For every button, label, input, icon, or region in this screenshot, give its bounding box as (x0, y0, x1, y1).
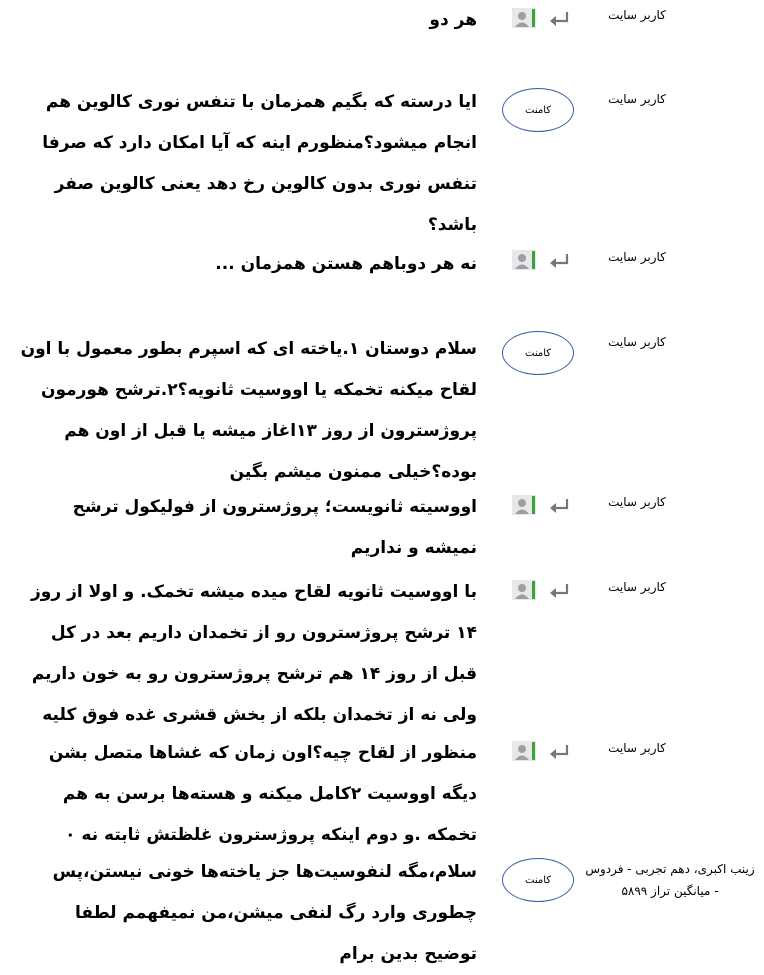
reply-indicator[interactable] (512, 741, 572, 763)
user-avatar-icon (512, 8, 536, 28)
author-name: کاربر سایت (608, 92, 666, 106)
author-score-line: - میانگین تراز ۵۸۹۹ (621, 884, 719, 898)
comment-text: سلام،مگه لنفوسیت‌ها جز یاخته‌ها خونی نیستن،پس چطوری وارد رگ لنفی میشن،من نمیفهمم لطفا توضیح بدین برام (52, 862, 477, 964)
author-name: کاربر سایت (608, 250, 666, 264)
comment-text: سلام دوستان ۱.یاخته ای که اسپرم بطور معمول با اون لقاح میکنه تخمکه یا اووسیت ثانویه؟۲.ترشح هورمون پروژسترون از روز ۱۳اغاز میشه یا قبل از اون هم بوده؟خیلی ممنون میشم بگین (20, 339, 477, 482)
author-name: کاربر سایت (608, 335, 666, 349)
author-name: کاربر سایت (608, 580, 666, 594)
author-name-line: زینب اکبری، دهم تجربی - فردوس (585, 862, 755, 876)
comment-text: نه هر دوباهم هستن همزمان ... (215, 254, 477, 274)
user-avatar-icon (512, 250, 536, 270)
user-avatar-icon (512, 741, 536, 761)
author-name: کاربر سایت (608, 495, 666, 509)
reply-arrow-icon (548, 497, 570, 515)
reply-arrow-icon (548, 743, 570, 761)
reply-indicator[interactable] (512, 8, 572, 30)
author-name: کاربر سایت (608, 741, 666, 755)
comment-text: اووسیته ثانویست؛ پروژسترون از فولیکول ترشح نمیشه و نداریم (72, 497, 477, 558)
comment-text: با اووسیت ثانویه لقاح میده میشه تخمک. و اولا از روز ۱۴ ترشح پروژسترون رو از تخمدان داریم بعد در کل قبل از روز ۱۴ هم ترشح پروژسترون رو به خون داریم ولی نه از تخمدان بلکه از بخش قشری غده فوق کلیه (31, 582, 477, 725)
author-name (580, 858, 760, 902)
user-avatar-icon (512, 580, 536, 600)
reply-indicator[interactable] (512, 250, 572, 272)
comment-text: ایا درسته که بگیم همزمان با تنفس نوری کالوین هم انجام میشود؟منظورم اینه که آیا امکان دارد که صرفا تنفس نوری بدون کالوین رخ دهد یعنی کالوین صفر باشد؟ (42, 92, 477, 235)
user-avatar-icon (512, 495, 536, 515)
comment-badge[interactable]: کامنت (502, 88, 574, 132)
comment-badge[interactable]: کامنت (502, 858, 574, 902)
reply-arrow-icon (548, 582, 570, 600)
reply-indicator[interactable] (512, 580, 572, 602)
comment-text: منظور از لقاح چیه؟اون زمان که غشاها متصل بشن دیگه اووسیت ۲کامل میکنه و هسته‌ها برسن به هم تخمکه .و دوم اینکه پروژسترون غلظتش ثابته نه ٠ (48, 743, 477, 845)
comment-text: هر دو (429, 10, 477, 30)
reply-arrow-icon (548, 10, 570, 28)
author-name: کاربر سایت (608, 8, 666, 22)
reply-arrow-icon (548, 252, 570, 270)
reply-indicator[interactable] (512, 495, 572, 517)
comment-badge[interactable]: کامنت (502, 331, 574, 375)
